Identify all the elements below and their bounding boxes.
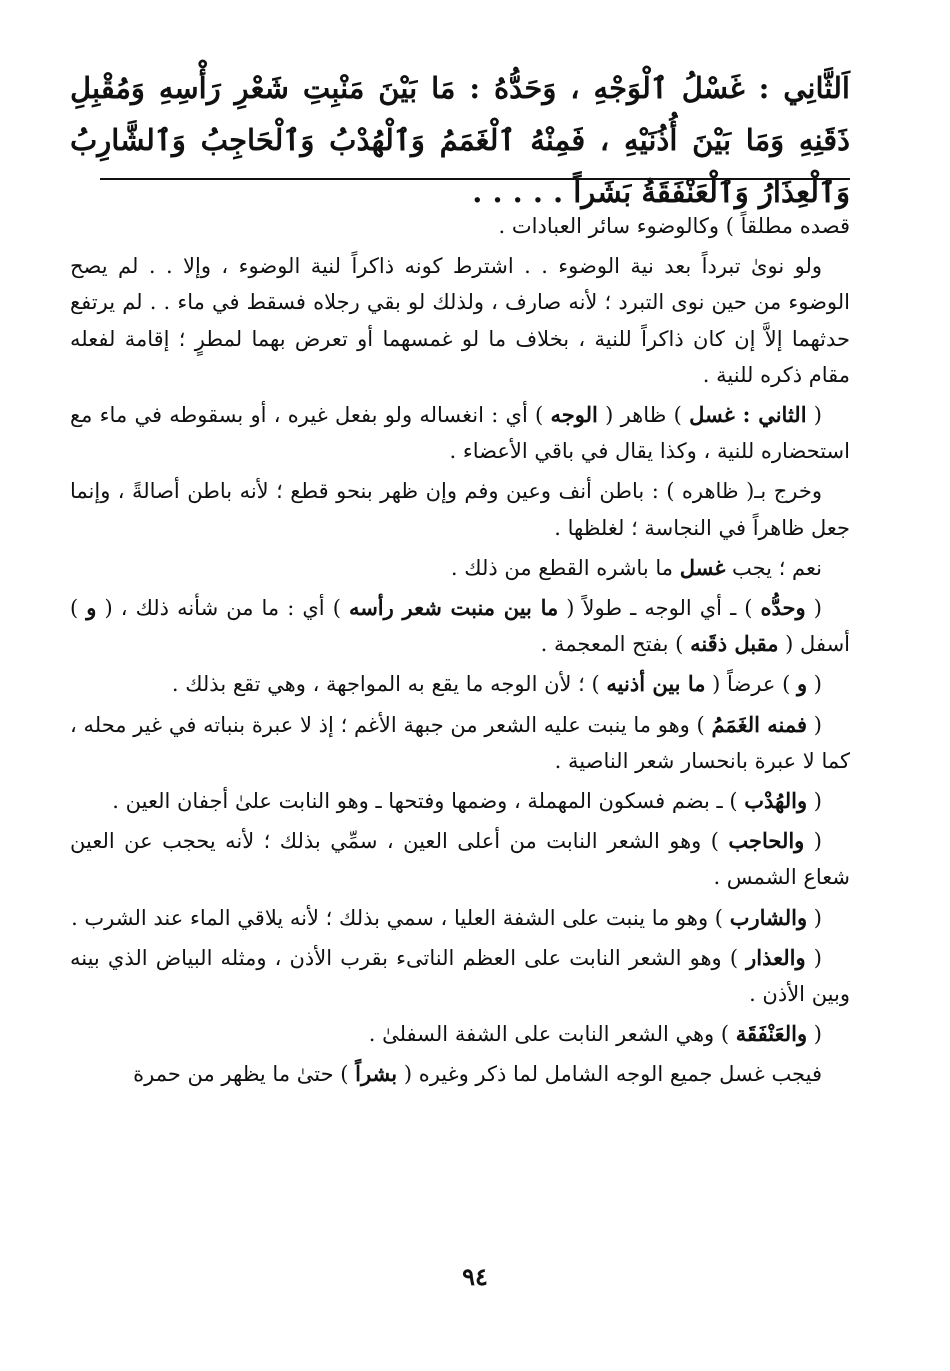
commentary-paragraph <box>70 1016 850 1052</box>
commentary-paragraph <box>70 823 850 895</box>
paragraph-text: ) أي : ما من شأنه ذلك ، ( <box>104 596 341 621</box>
matn-quote: و <box>796 671 808 697</box>
commentary-paragraph <box>70 940 850 1012</box>
paragraph-text: فيجب غسل جميع الوجه الشامل لما ذكر وغيره ( <box>403 1062 822 1087</box>
matn-body: : غَسْلُ ٱلْوَجْهِ ، وَحَدُّهُ : مَا بَيْنَ مَنْبِتِ شَعْرِ رَأْسِهِ وَمُقْبِلِ ذَقَنِهِ وَمَا بَيْنَ أُذُنَيْهِ ، فَمِنْهُ ٱلْغَمَمُ وَٱلْهُدْبُ وَٱلْحَاجِبُ وَٱلشَّارِبُ وَٱلْعِذَارُ وَٱلْعَنْفَقَةُ بَشَراً . . . . . <box>70 71 850 209</box>
commentary-paragraph <box>70 783 850 819</box>
paragraph-text: قصده مطلقاً ) وكالوضوء سائر العبادات . <box>498 214 850 238</box>
paragraph-text: ( <box>813 1022 822 1047</box>
page-number: ٩٤ <box>462 1262 488 1291</box>
paragraph-text: ) حتىٰ ما يظهر من حمرة <box>133 1062 349 1087</box>
commentary-paragraph <box>70 900 850 936</box>
matn-quote: مقبل ذقَنه <box>690 631 779 657</box>
paragraph-text: ) أي : انغساله ولو بفعل غيره ، أو بسقوطه في ماء مع استحضاره للنية ، وكذا يقال في باقي الأعضاء . <box>70 403 850 464</box>
paragraph-text: ) وهو ما ينبت على الشفة العليا ، سمي بذلك ؛ لأنه يلاقي الماء عند الشرب . <box>71 905 723 930</box>
commentary-paragraph <box>70 473 850 545</box>
matn-quote: والشارب <box>729 904 808 930</box>
matn-quote: بشراً <box>355 1061 398 1087</box>
matn-quote: الوجه <box>550 402 598 428</box>
paragraph-text: ) ـ بضم فسكون المهملة ، وضمها وفتحها ـ وهو النابت علىٰ أجفان العين . <box>112 789 738 814</box>
commentary-paragraph <box>70 550 850 586</box>
paragraph-text: ) وهو الشعر النابت من أعلى العين ، سمِّي بذلك ؛ لأنه يحجب عن العين شعاع الشمس . <box>70 829 850 890</box>
matn-text <box>70 62 850 218</box>
matn-quote: وحدُّه <box>760 595 806 621</box>
paragraph-text: ) ؛ لأن الوجه ما يقع به المواجهة ، وهي تقع بذلك . <box>171 672 600 697</box>
commentary-paragraph <box>70 248 850 393</box>
paragraph-text: ) وهو الشعر النابت على العظم الناتىء بقرب الأذن ، ومثله البياض الذي بينه وبين الأذن . <box>70 945 850 1007</box>
commentary-paragraph <box>70 397 850 469</box>
matn-quote: والعَنْفَقَة <box>735 1021 808 1047</box>
matn-quote: والحاجب <box>728 828 805 854</box>
paragraph-text: ( <box>813 712 822 737</box>
matn-quote: فمنه الغَمَمُ <box>711 711 808 737</box>
paragraph-text: ) عرضاً ( <box>712 672 791 697</box>
commentary-paragraph <box>70 666 850 702</box>
matn-lead: اَلثَّانِي <box>783 71 850 105</box>
commentary-paragraph <box>70 1056 850 1092</box>
paragraph-text: ( <box>813 789 822 814</box>
paragraph-text: ) وهي الشعر النابت على الشفة السفلىٰ . <box>368 1022 730 1047</box>
matn-quote: ما بين أذنيه <box>606 671 706 697</box>
matn-quote: و <box>86 595 97 621</box>
paragraph-text: نعم ؛ يجب <box>732 555 822 580</box>
separator-rule <box>100 178 850 180</box>
matn-quote: الثاني : غسل <box>689 402 807 428</box>
paragraph-text: وخرج بـ( ظاهره ) : باطن أنف وعين وفم وإن ظهر بنحو قطع ؛ لأنه باطن أصالةً ، وإنما جعل ظاهراً في النجاسة ؛ لغلظها . <box>70 479 850 540</box>
paragraph-text: ) بفتح المعجمة . <box>540 632 684 657</box>
matn-quote: غسل <box>679 554 726 580</box>
paragraph-text: ولو نوىٰ تبرداً بعد نية الوضوء . . اشترط كونه ذاكراً لنية الوضوء ، وإلا . . لم يصح الوضوء من حين نوى التبرد ؛ لأنه صارف ، ولذلك لو بقي رجلاه فسقط في ماء . . لم يرتفع حدثهما إلاَّ إن كان ذاكراً للنية ، بخلاف ما لو غمسهما أو تعرض بهما لمطرٍ ؛ إقامة لفعله مقام ذكره للنية . <box>70 254 850 387</box>
matn-quote: ما بين منبت شعر رأسه <box>348 595 559 621</box>
commentary-paragraph <box>70 707 850 779</box>
paragraph-text: ( <box>813 829 822 854</box>
paragraph-text: ( <box>813 945 822 970</box>
paragraph-text: ) وهو ما ينبت عليه الشعر من جبهة الأغم ؛ إذ لا عبرة بنباته في غير محله ، كما لا عبرة بانحسار شعر الناصية . <box>70 712 850 773</box>
paragraph-text: ( <box>813 672 822 697</box>
matn-quote: والهُدْب <box>744 788 808 814</box>
commentary-paragraph <box>70 590 850 662</box>
paragraph-text: ) ظاهر ( <box>605 403 682 428</box>
paragraph-text: ) أسفل ( <box>70 596 850 657</box>
commentary-paragraph <box>70 208 850 244</box>
paragraph-text: ما باشره القطع من ذلك . <box>450 555 673 580</box>
paragraph-text: ( <box>813 403 822 428</box>
matn-quote: والعذار <box>746 944 806 970</box>
paragraph-text: ) ـ أي الوجه ـ طولاً ( <box>566 596 753 621</box>
paragraph-text: ( <box>813 905 822 930</box>
paragraph-text: ( <box>813 596 822 621</box>
commentary <box>70 208 850 1097</box>
